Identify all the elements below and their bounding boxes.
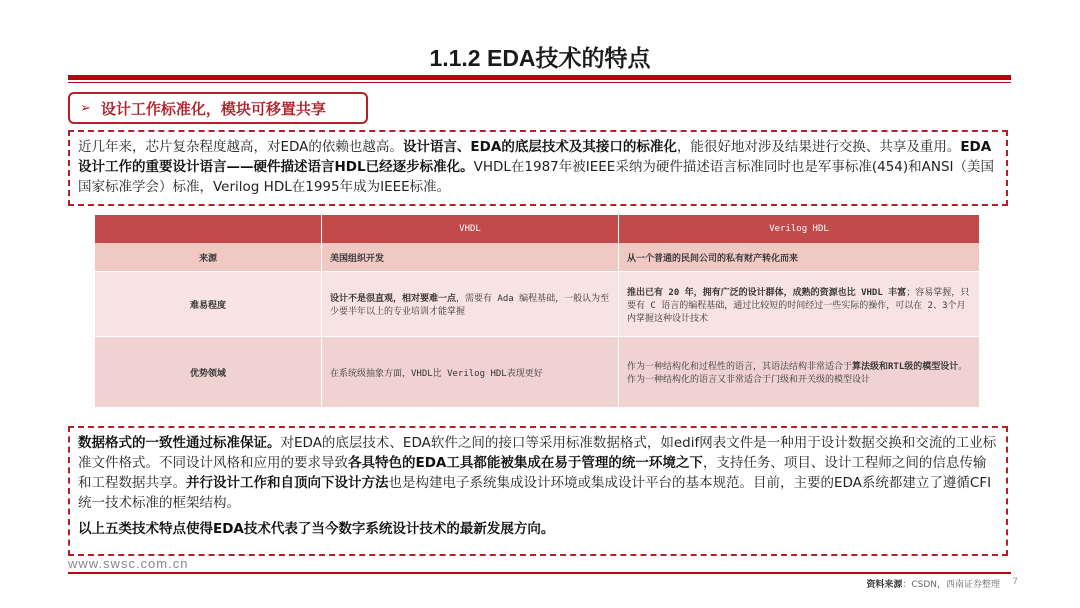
verilog-cell-bold: 算法级和RTL级的模型设计 bbox=[852, 362, 959, 372]
para2-text-2: ，支持任务、项目、设计工程师之间的信息传输和工程数据共享。 bbox=[78, 455, 987, 491]
row-key: 来源 bbox=[95, 243, 322, 272]
verilog-cell-text: 作为一种结构化和过程性的语言，其语法结构非常适合于 bbox=[627, 362, 853, 372]
para2-text-3: 也是构建电子系统集成设计环境或集成设计平台的基本规范。目前，主要的EDA系统都建立了遵循CFI统一技术标准的框架结构。 bbox=[78, 475, 992, 511]
para1-text-2: ，能很好地对涉及结果进行交换、共享及重用。 bbox=[676, 139, 961, 155]
verilog-cell bbox=[619, 337, 980, 408]
verilog-cell bbox=[619, 272, 980, 337]
para1-bold-1: 设计语言、EDA的底层技术及其接口的标准化 bbox=[402, 139, 677, 155]
vhdl-cell: 在系统级抽象方面，VHDL比 Verilog HDL表现更好 bbox=[322, 337, 619, 408]
footer-rule bbox=[68, 572, 1011, 574]
table-row bbox=[95, 243, 980, 272]
verilog-cell-text-2: 。作为一种结构化的语言又非常适合于门级和开关级的模型设计 bbox=[627, 362, 968, 385]
para2-bold-2: 各具特色的EDA工具都能被集成在易于管理的统一环境之下 bbox=[348, 455, 703, 471]
table-row bbox=[95, 337, 980, 408]
title-rule bbox=[68, 75, 1011, 80]
arrow-icon: ➢ bbox=[80, 100, 91, 116]
paragraph-gap bbox=[78, 513, 998, 519]
para2-bold-1: 数据格式的一致性通过标准保证。 bbox=[78, 435, 281, 451]
vhdl-cell-text: ，需要有 Ada 编程基础，一般认为至少要半年以上的专业培训才能掌握 bbox=[330, 294, 610, 317]
source-label: 资料来源 bbox=[866, 580, 903, 590]
table-header-row bbox=[95, 215, 980, 243]
table-header-vhdl: VHDL bbox=[322, 215, 619, 243]
table-header-verilog: Verilog HDL bbox=[619, 215, 980, 243]
para1-text-3: VHDL在1987年被IEEE采纳为硬件描述语言标准同时也是军事标准(454)和ANSI（美国国家标准学会）标准，Verilog HDL在1995年成为IEEE标准。 bbox=[78, 159, 995, 195]
vhdl-cell-bold: 设计不是很直观，相对要难一点 bbox=[330, 294, 457, 304]
verilog-cell-text: ；容易掌握，只要有 C 语言的编程基础，通过比较短的时间经过一些实际的操作，可以在 2、3个月内掌握这种设计技术 bbox=[627, 287, 970, 324]
comparison-table bbox=[95, 215, 980, 408]
title-rule-thin bbox=[68, 82, 1011, 83]
intro-paragraph bbox=[68, 130, 1008, 206]
para2-bold-3: 并行设计工作和自顶向下设计方法 bbox=[186, 475, 389, 491]
vhdl-cell: 美国组织开发 bbox=[322, 243, 619, 272]
footer-url[interactable]: www.swsc.com.cn bbox=[68, 556, 189, 571]
vhdl-cell bbox=[322, 272, 619, 337]
row-key: 难易程度 bbox=[95, 272, 322, 337]
table-header-blank bbox=[95, 215, 322, 243]
row-key: 优势领域 bbox=[95, 337, 322, 408]
summary-paragraph bbox=[68, 426, 1008, 556]
para1-bold-2: EDA设计工作的重要设计语言——硬件描述语言HDL已经逐步标准化。 bbox=[78, 139, 992, 175]
page-number: 7 bbox=[1012, 577, 1018, 587]
section-label: 设计工作标准化，模块可移置共享 bbox=[100, 99, 326, 118]
verilog-cell-bold: 推出已有 20 年，拥有广泛的设计群体，成熟的资源也比 VHDL 丰富 bbox=[627, 287, 907, 298]
page-title: 1.1.2 EDA技术的特点 bbox=[429, 45, 651, 71]
conclusion-text: 以上五类技术特点使得EDA技术代表了当今数字系统设计技术的最新发展方向。 bbox=[78, 521, 555, 537]
source-text: ：CSDN，西南证券整理 bbox=[902, 580, 1000, 590]
para2-text-1: 对EDA的底层技术、EDA软件之间的接口等采用标准数据格式，如edif网表文件是一种用于设计数据交换和交流的工业标准文件格式。不同设计风格和应用的要求导致 bbox=[78, 435, 997, 471]
table-row bbox=[95, 272, 980, 337]
para1-text-1: 近几年来，芯片复杂程度越高，对EDA的依赖也越高。 bbox=[78, 139, 403, 155]
verilog-cell: 从一个普通的民间公司的私有财产转化而来 bbox=[619, 243, 980, 272]
footer-source bbox=[866, 577, 1000, 590]
section-heading bbox=[68, 92, 368, 124]
